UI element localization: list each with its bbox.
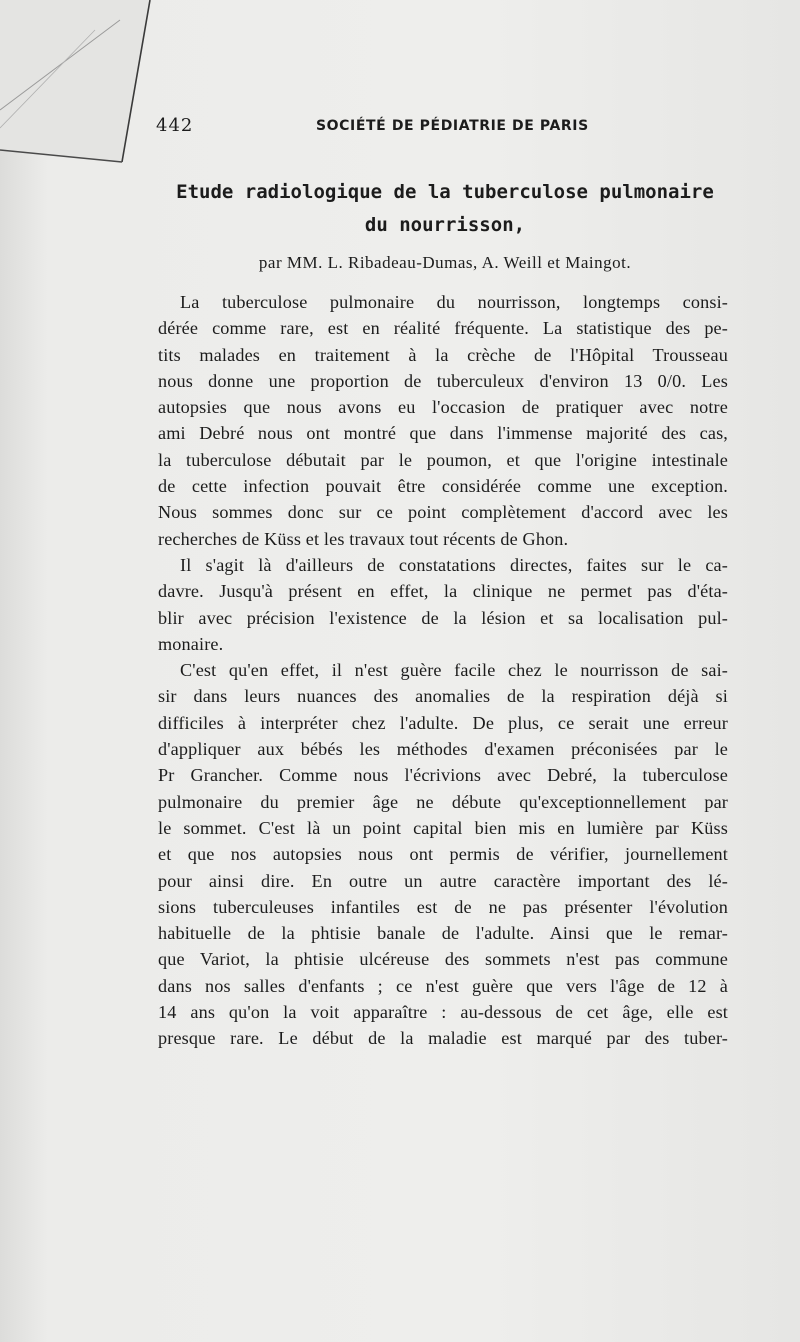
text-line: recherches de Küss et les travaux tout récents de Ghon. — [158, 528, 569, 549]
text-line: et que nos autopsies nous ont permis de vérifier, journellement — [158, 844, 728, 865]
text-line: monaire. — [158, 633, 224, 654]
text-line: de cette infection pouvait être considérée comme une exception. — [158, 476, 728, 497]
paragraph-2 — [158, 552, 728, 657]
article-title — [150, 176, 740, 242]
text-line: la tuberculose débutait par le poumon, et que l'origine intestinale — [158, 449, 728, 470]
text-line: nous donne une proportion de tuberculeux d'environ 13 0/0. Les — [158, 370, 728, 391]
text-line: sions tuberculeuses infantiles est de ne pas présenter l'évolution — [158, 896, 728, 917]
text-line: le sommet. C'est là un point capital bien mis en lumière par Küss — [158, 817, 728, 838]
folded-corner-mark — [0, 0, 160, 170]
text-line: dérée comme rare, est en réalité fréquente. La statistique des pe- — [158, 318, 728, 339]
text-line: Nous sommes donc sur ce point complètement d'accord avec les — [158, 502, 728, 523]
article-authors: par MM. L. Ribadeau-Dumas, A. Weill et Maingot. — [258, 253, 632, 272]
text-line: autopsies que nous avons eu l'occasion de pratiquer avec notre — [158, 397, 728, 418]
text-line: C'est qu'en effet, il n'est guère facile chez le nourrisson de sai- — [180, 660, 728, 681]
text-line: pulmonaire du premier âge ne débute qu'exceptionnellement par — [158, 791, 728, 812]
text-line: Pr Grancher. Comme nous l'écrivions avec Debré, la tuberculose — [158, 765, 728, 786]
text-line: dans nos salles d'enfants ; ce n'est guère que vers l'âge de 12 à — [158, 975, 728, 996]
article-body — [158, 289, 728, 1052]
text-line: La tuberculose pulmonaire du nourrisson, longtemps consi- — [180, 292, 728, 312]
text-line: tits malades en traitement à la crèche de l'Hôpital Trousseau — [158, 344, 728, 365]
text-line: pour ainsi dire. En outre un autre caractère important des lé- — [158, 870, 728, 891]
text-line: Il s'agit là d'ailleurs de constatations directes, faites sur le ca- — [180, 554, 728, 575]
text-line: d'appliquer aux bébés les méthodes d'examen préconisées par le — [158, 739, 728, 760]
paragraph-1 — [158, 289, 728, 552]
text-line: habituelle de la phtisie banale de l'adulte. Ainsi que le remar- — [158, 923, 728, 944]
running-head-title: SOCIÉTÉ DE PÉDIATRIE DE PARIS — [316, 118, 589, 134]
running-header — [156, 115, 736, 139]
text-line: davre. Jusqu'à présent en effet, la clinique ne permet pas d'éta- — [158, 581, 728, 602]
text-line: 14 ans qu'on la voit apparaître : au-dessous de cet âge, elle est — [158, 1002, 728, 1023]
article-title-line-2: du nourrisson, — [364, 214, 526, 236]
text-line: presque rare. Le début de la maladie est marqué par des tuber- — [158, 1028, 728, 1049]
article-title-line-1: Etude radiologique de la tuberculose pulmonaire — [176, 181, 714, 203]
paragraph-3 — [158, 657, 728, 1051]
text-line: difficiles à interpréter chez l'adulte. De plus, ce serait une erreur — [158, 712, 728, 733]
text-line: ami Debré nous ont montré que dans l'immense majorité des cas, — [158, 423, 728, 444]
page-number: 442 — [156, 115, 194, 136]
text-line: que Variot, la phtisie ulcéreuse des sommets n'est pas commune — [158, 949, 728, 970]
text-line: blir avec précision l'existence de la lésion et sa localisation pul- — [158, 607, 728, 628]
text-line: sir dans leurs nuances des anomalies de la respiration déjà si — [158, 686, 728, 707]
